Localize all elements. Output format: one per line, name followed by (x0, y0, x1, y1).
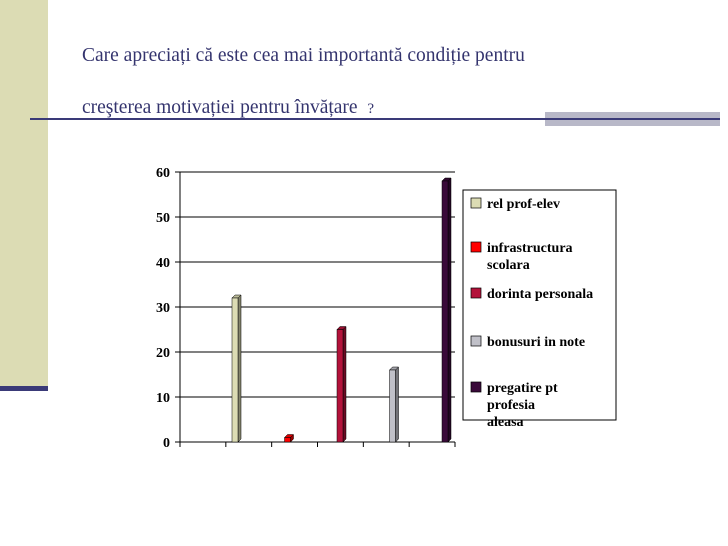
y-tick-label: 40 (156, 256, 170, 271)
bar (232, 298, 238, 442)
legend-label-line: aleasa (487, 415, 524, 430)
bar (390, 370, 396, 442)
bar-side (238, 295, 241, 442)
legend-label-line: bonusuri in note (487, 335, 586, 350)
bar (442, 181, 448, 442)
question-mark: ? (367, 101, 374, 117)
y-tick-label: 60 (156, 166, 170, 181)
bar-side (343, 327, 346, 443)
bar-side (396, 367, 399, 442)
legend-swatch (471, 198, 481, 208)
y-tick-label: 0 (163, 436, 170, 451)
legend-label-line: dorinta personala (487, 287, 594, 302)
slide-title-line-2-text: creşterea motivației pentru învățare (82, 97, 358, 118)
legend-swatch (471, 288, 481, 298)
bar-side (448, 178, 451, 442)
legend-label-line: rel prof-elev (487, 197, 560, 212)
legend-label (487, 197, 560, 212)
legend-swatch (471, 242, 481, 252)
legend-label-line: scolara (487, 258, 530, 273)
bar (337, 330, 343, 443)
legend-label (487, 335, 585, 350)
y-tick-label: 30 (156, 301, 170, 316)
legend-label-line: pregatire pt (487, 381, 558, 396)
legend-label-line: infrastructura (487, 241, 573, 256)
y-tick-label: 10 (156, 391, 170, 406)
legend-label (487, 287, 593, 302)
legend-swatch (471, 336, 481, 346)
y-tick-label: 20 (156, 346, 170, 361)
y-tick-label: 50 (156, 211, 170, 226)
legend-swatch (471, 382, 481, 392)
legend-label-line: profesia (487, 398, 535, 413)
bar (285, 438, 291, 443)
slide-title-line-1: Care apreciați că este cea mai importantă condiție pentru (82, 45, 525, 66)
